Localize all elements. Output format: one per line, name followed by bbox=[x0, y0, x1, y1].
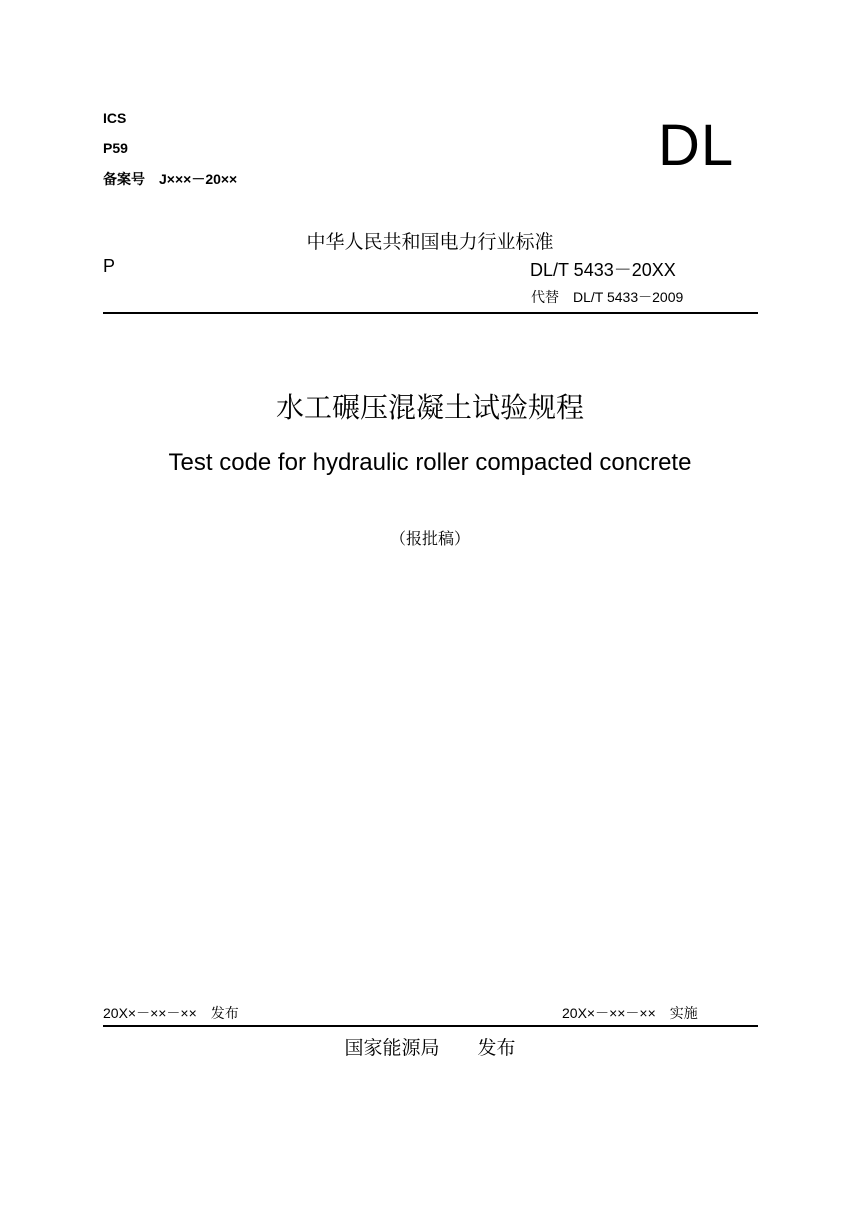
draft-status: （报批稿） bbox=[389, 531, 470, 548]
ccs-code: P59 bbox=[103, 140, 128, 156]
dl-logo: DL bbox=[658, 113, 735, 178]
record-number: 备案号 J×××－20×× bbox=[103, 171, 238, 187]
top-divider bbox=[103, 312, 758, 314]
bottom-divider bbox=[103, 1025, 758, 1027]
replaces-standard: 代替 DL/T 5433－2009 bbox=[531, 289, 684, 305]
document-title-english: Test code for hydraulic roller compacted concrete bbox=[168, 449, 692, 476]
standard-number: DL/T 5433－20XX bbox=[530, 260, 676, 280]
document-title-chinese: 水工碾压混凝土试验规程 bbox=[275, 392, 584, 423]
ics-code: ICS bbox=[103, 110, 127, 126]
publisher: 国家能源局 发布 bbox=[344, 1038, 516, 1059]
publish-date: 20X×－××－×× 发布 bbox=[103, 1005, 239, 1021]
industry-standard-heading: 中华人民共和国电力行业标准 bbox=[306, 232, 554, 253]
category-mark: P bbox=[103, 256, 116, 276]
implement-date: 20X×－××－×× 实施 bbox=[562, 1005, 698, 1021]
